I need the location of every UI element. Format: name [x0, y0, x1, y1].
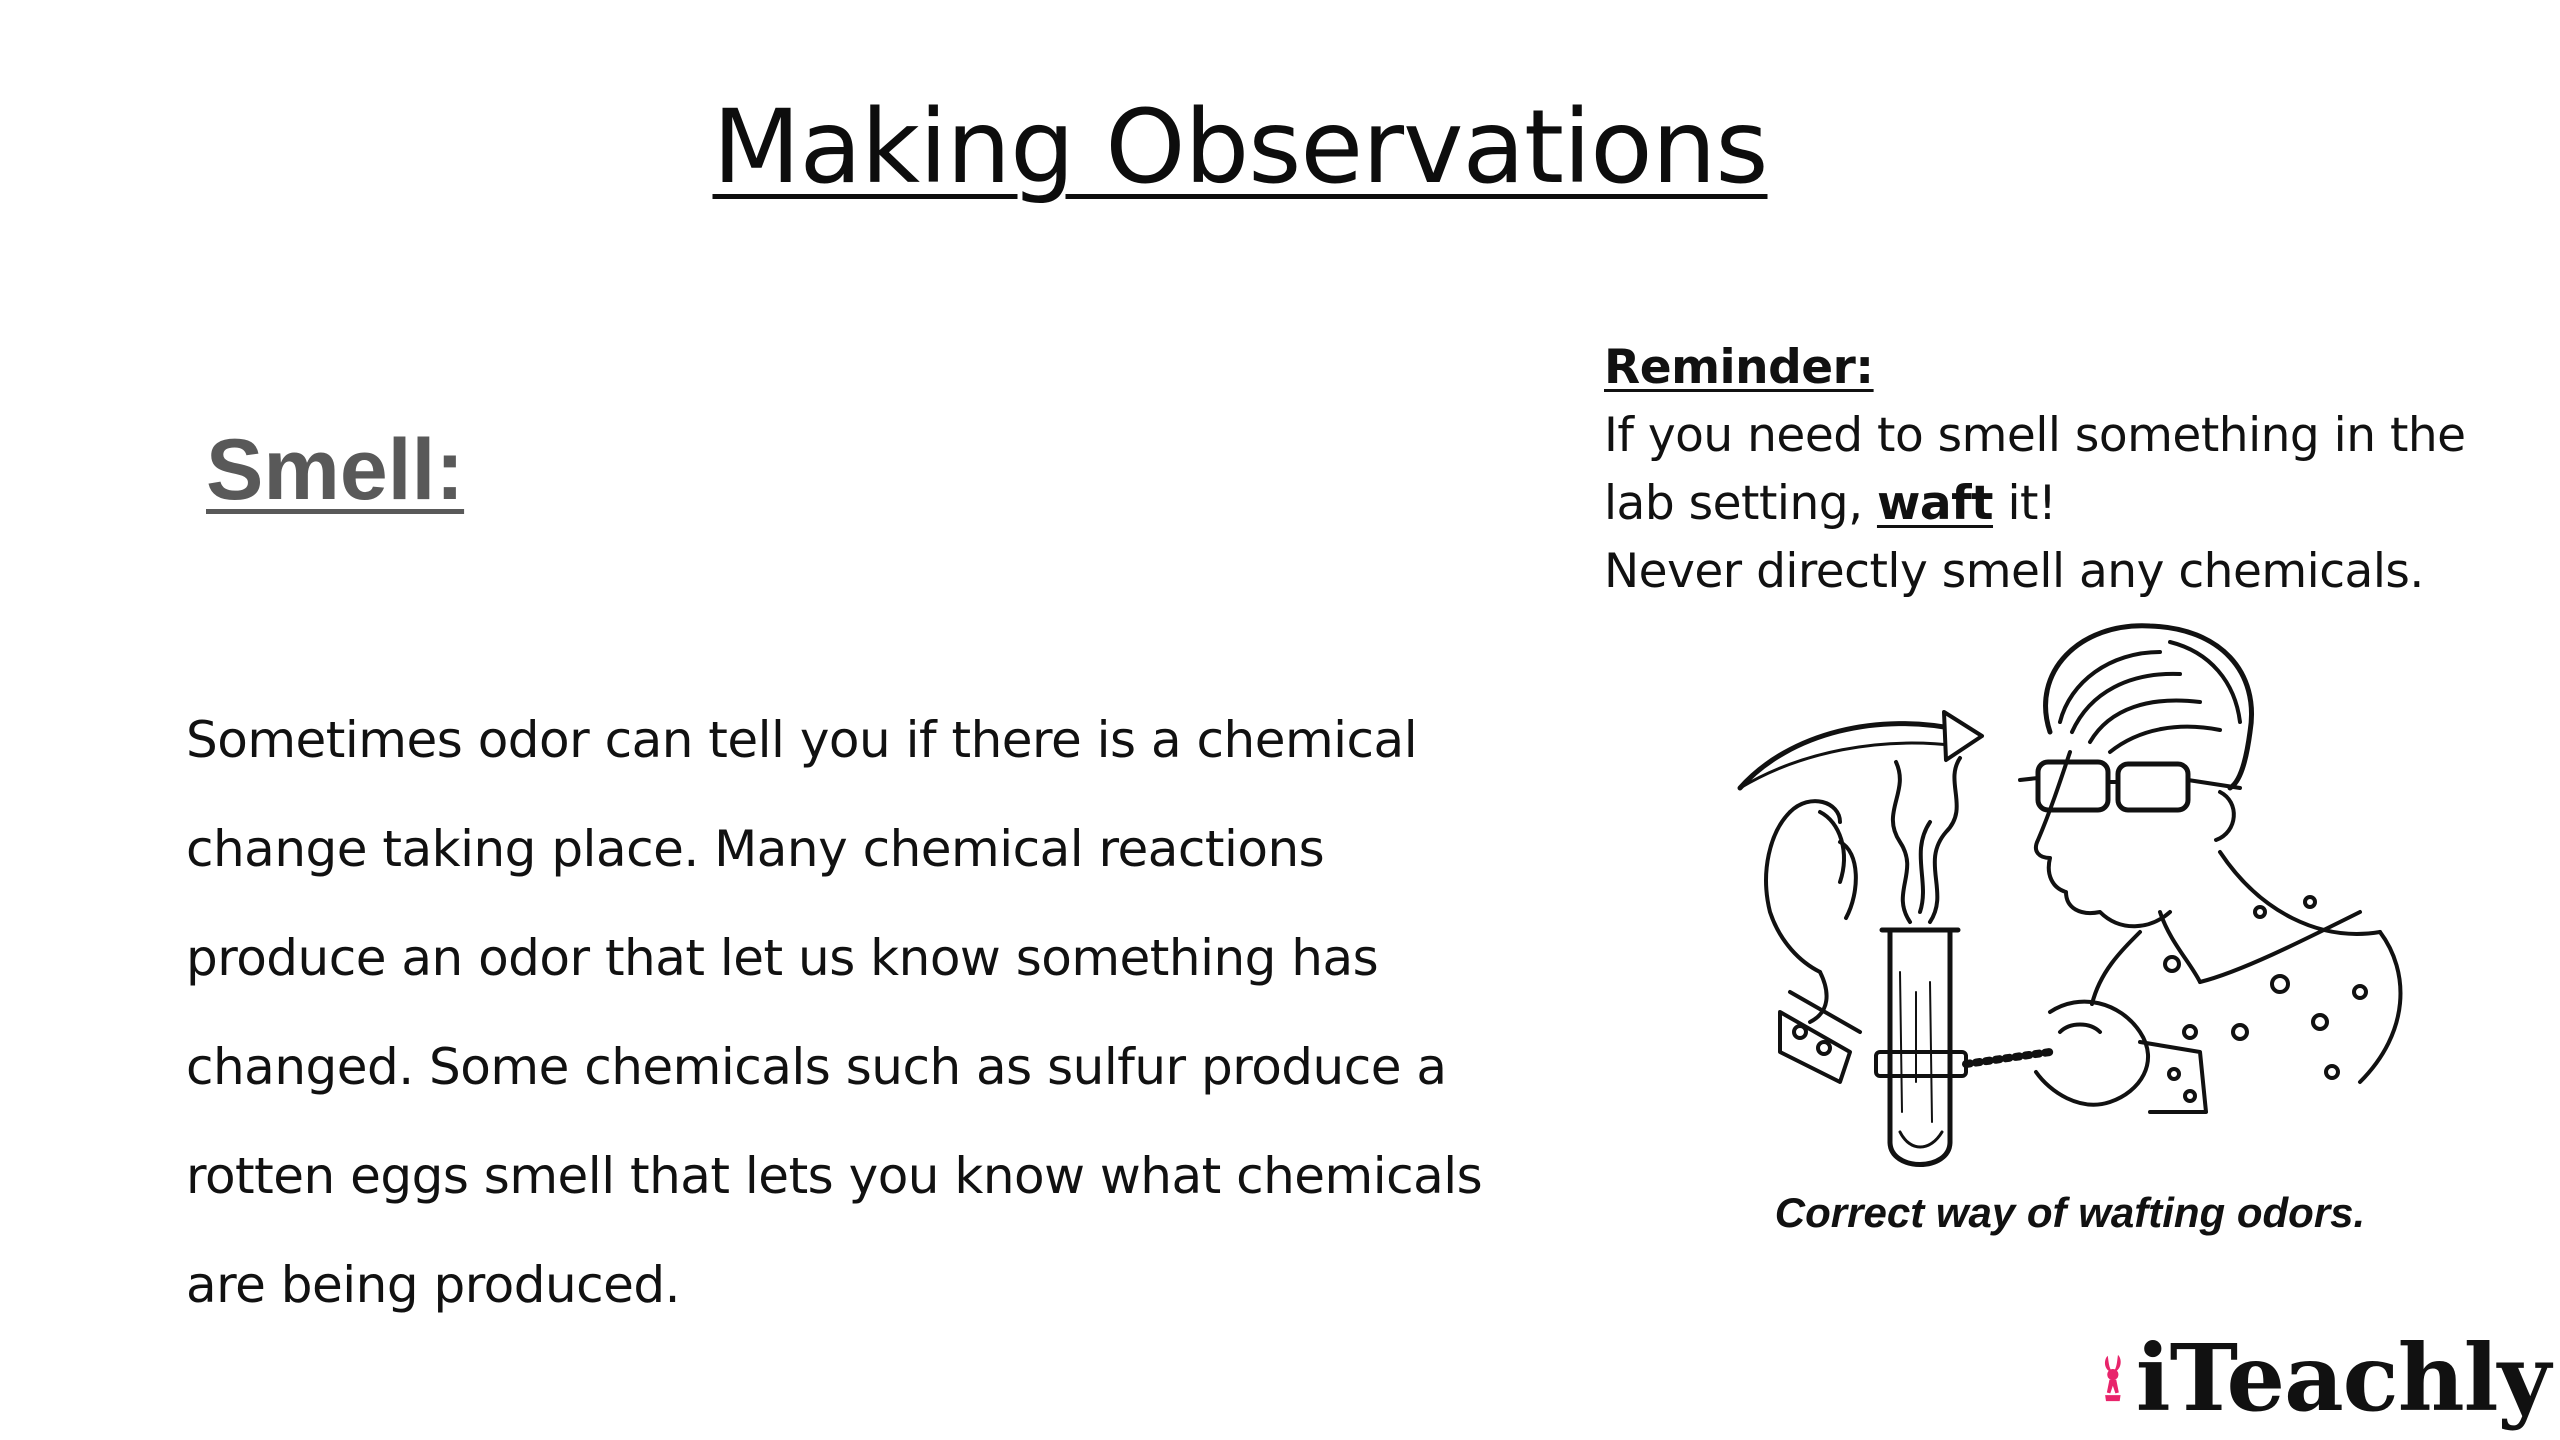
- slide-title: Making Observations: [712, 88, 1768, 207]
- body-line: rotten eggs smell that lets you know what chemicals: [186, 1147, 1483, 1205]
- reminder-box: [1604, 334, 2544, 606]
- brand-logo: [2100, 1320, 2550, 1435]
- reminder-line: [1604, 470, 2544, 538]
- reminder-text: it!: [1993, 476, 2057, 531]
- body-line: changed. Some chemicals such as sulfur produce a: [186, 1038, 1447, 1096]
- body-line: Sometimes odor can tell you if there is a chemical: [186, 711, 1418, 769]
- figure-caption: Correct way of wafting odors.: [1774, 1189, 2366, 1236]
- reminder-line: Never directly smell any chemicals.: [1604, 544, 2424, 599]
- body-line: produce an odor that let us know something has: [186, 929, 1379, 987]
- body-line: change taking place. Many chemical reactions: [186, 820, 1325, 878]
- brand-name: iTeachly: [2135, 1323, 2550, 1432]
- rabbit-logo-icon: [2100, 1322, 2126, 1434]
- section-heading: Smell:: [206, 422, 465, 518]
- reminder-line: If you need to smell something in the: [1604, 408, 2466, 463]
- body-paragraph: [186, 686, 1526, 1340]
- body-line: are being produced.: [186, 1256, 681, 1314]
- reminder-label: Reminder:: [1604, 340, 1874, 395]
- wafting-illustration-icon: [1720, 612, 2420, 1172]
- reminder-text: lab setting,: [1604, 476, 1877, 531]
- reminder-emphasis: waft: [1876, 476, 1994, 531]
